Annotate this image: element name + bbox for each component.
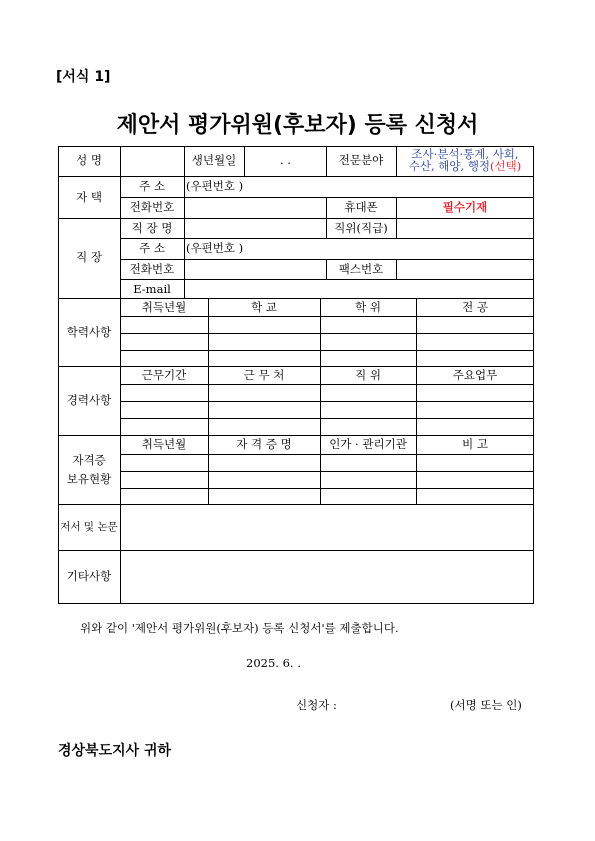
table-border-right [533, 146, 534, 604]
optional-mark: (선택) [490, 158, 522, 173]
cell-divider [320, 435, 321, 504]
cell-divider [184, 218, 185, 298]
birth-date-value[interactable]: . . [280, 153, 291, 167]
cell-divider [320, 366, 321, 435]
certificate-header-name: 자 격 증 명 [236, 437, 292, 451]
specialty-options-line1: 조사·분석·통계, 사회, [411, 147, 519, 161]
row-divider [58, 366, 534, 367]
cell-divider [320, 298, 321, 366]
cell-divider [396, 218, 397, 239]
work-phone-label: 전화번호 [129, 262, 175, 276]
cell-divider [416, 298, 417, 366]
cell-divider [396, 146, 397, 176]
row-divider [120, 316, 534, 317]
row-divider [58, 435, 534, 436]
education-header-date: 취득년월 [141, 300, 187, 314]
row-divider [120, 401, 534, 402]
row-divider [120, 238, 534, 239]
submission-date: 2025. 6. . [246, 656, 301, 670]
row-divider [120, 488, 534, 489]
cell-divider [184, 176, 185, 218]
table-border-left [58, 146, 59, 604]
home-phone-label: 전화번호 [129, 200, 175, 214]
career-header-period: 근무기간 [141, 368, 187, 382]
other-notes-label: 기타사항 [66, 569, 112, 583]
certificate-header-remarks: 비 고 [462, 437, 488, 451]
label-column-divider [120, 146, 121, 604]
row-divider [120, 384, 534, 385]
mobile-required-note: 필수기재 [442, 200, 488, 214]
cell-divider [326, 259, 327, 279]
table-border-bottom [58, 603, 534, 604]
name-label: 성 명 [76, 153, 102, 167]
home-address-label: 주 소 [139, 179, 165, 193]
recipient-line: 경상북도지사 귀하 [58, 743, 172, 759]
page-title: 제안서 평가위원(후보자) 등록 신청서 [116, 113, 479, 138]
education-label: 학력사항 [66, 325, 112, 339]
birth-date-label: 생년월일 [191, 153, 237, 167]
form-number-label: [서식 1] [56, 69, 111, 85]
fax-label: 팩스번호 [338, 262, 384, 276]
mobile-label: 휴대폰 [344, 200, 378, 214]
specialty-options-note [409, 149, 521, 172]
cell-divider [416, 366, 417, 435]
work-address-field[interactable]: (우편번호 ) [186, 241, 244, 255]
registration-form-table [58, 146, 534, 604]
career-header-duties: 주요업무 [452, 368, 498, 382]
row-divider [58, 176, 534, 177]
cell-divider [326, 197, 327, 218]
row-divider [120, 350, 534, 351]
education-header-major: 전 공 [462, 300, 488, 314]
home-label: 자 택 [76, 190, 102, 204]
work-label: 직 장 [76, 250, 102, 264]
cell-divider [244, 146, 245, 176]
certificate-label-line1: 자격증 [72, 453, 106, 467]
cell-divider [208, 298, 209, 366]
cell-divider [208, 435, 209, 504]
row-divider [120, 454, 534, 455]
career-header-workplace: 근 무 처 [243, 368, 285, 382]
certificate-header-issuer: 인가 · 관리기관 [329, 437, 407, 451]
education-header-school: 학 교 [251, 300, 277, 314]
row-divider [58, 298, 534, 299]
certificate-header-date: 취득년월 [141, 437, 187, 451]
cell-divider [184, 146, 185, 176]
signature-label: (서명 또는 인) [450, 698, 522, 712]
certificate-label-line2: 보유현황 [66, 472, 112, 486]
specialty-options-line2 [408, 158, 522, 173]
cell-divider [208, 366, 209, 435]
education-header-degree: 학 위 [355, 300, 381, 314]
publications-label: 저서 및 논문 [60, 521, 118, 533]
row-divider [58, 504, 534, 505]
row-divider [120, 418, 534, 419]
work-address-label: 주 소 [139, 241, 165, 255]
row-divider [58, 218, 534, 219]
company-name-label: 직 장 명 [131, 221, 173, 235]
row-divider [120, 279, 534, 280]
row-divider [120, 197, 534, 198]
cell-divider [396, 259, 397, 279]
home-address-field[interactable]: (우편번호 ) [186, 179, 244, 193]
email-label: E-mail [133, 282, 171, 296]
specialty-options-line2-text: 수산, 해양, 행정 [408, 158, 491, 173]
cell-divider [326, 146, 327, 176]
cell-divider [396, 197, 397, 218]
applicant-label: 신청자 : [296, 698, 337, 712]
career-header-position: 직 위 [355, 368, 381, 382]
row-divider [120, 333, 534, 334]
cell-divider [326, 218, 327, 239]
cell-divider [416, 435, 417, 504]
submission-statement: 위와 같이 '제안서 평가위원(후보자) 등록 신청서'를 제출합니다. [80, 621, 399, 635]
row-divider [120, 471, 534, 472]
job-position-label: 직위(직급) [334, 221, 388, 235]
career-label: 경력사항 [66, 393, 112, 407]
specialty-label: 전문분야 [338, 153, 384, 167]
row-divider [120, 259, 534, 260]
row-divider [58, 550, 534, 551]
